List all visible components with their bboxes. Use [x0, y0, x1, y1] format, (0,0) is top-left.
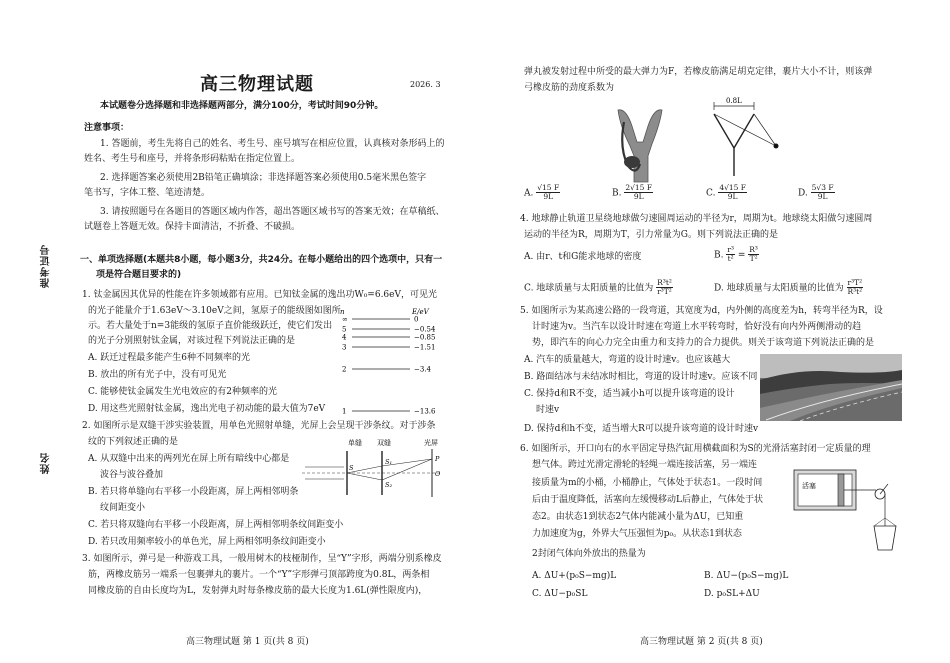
footer-page-2: 高三物理试题 第 2 页(共 8 页) — [640, 637, 763, 647]
slingshot-diagram — [700, 96, 800, 182]
q5-option-d: D. 保持d和h不变，适当增大R可以提升该弯道的设计时速v — [524, 424, 759, 434]
q2-option-c: C. 若只将双缝向右平移一小段距离，屏上两相邻明条纹间距变小 — [88, 520, 344, 530]
q2-option-b: 纹间距变小 — [100, 503, 146, 513]
q6-stem: 态2。由状态1到状态2气体内能减小量为ΔU，已知重 — [532, 512, 744, 522]
q2-option-d: D. 若只改用频率较小的单色光，屏上两相邻明条纹间距变小 — [88, 537, 326, 547]
q1-stem: 的光子能量介于1.63eV～3.10eV之间，氢原子的能级图如图所 — [88, 306, 341, 316]
notice-line: 2. 选择题答案必须使用2B铅笔正确填涂；非选择题答案必须使用0.5毫米黑色签字 — [100, 173, 427, 183]
o-label: O — [435, 470, 441, 478]
level-n-label: 1 — [342, 407, 347, 415]
q3-stem: 3. 如图所示，弹弓是一种游戏工具，一般用树木的枝桠制作，呈“Y”字形，两端分别系橡皮 — [82, 554, 442, 564]
level-n-label: 5 — [342, 325, 347, 334]
q3-option-d: D. $\frac{5√3 F}{9L}$ — [798, 183, 834, 202]
q5-option-c: C. 保持d和R不变，适当减小h可以提升该弯道的设计 — [524, 389, 735, 399]
double-slit-label: 双缝 — [377, 439, 391, 447]
q1-option-c: C. 能够使钛金属发生光电效应的有2种频率的光 — [88, 387, 278, 397]
q5-option-a: A. 汽车的质量越大，弯道的设计时速v。也应该越大 — [524, 355, 731, 365]
notice-line: 笔书写，字体工整、笔迹清楚。 — [84, 188, 211, 198]
q6-stem: 想气体。跨过光滑定滑轮的轻绳一端连接活塞，另一端连 — [532, 460, 758, 470]
level-n-label: 3 — [342, 343, 347, 352]
level-e-label: −0.85 — [414, 333, 436, 342]
cylinder-diagram — [788, 464, 900, 560]
q6-option-c: C. ΔU−p₀SL — [532, 589, 588, 599]
q3-stem: 弹丸被发射过程中所受的最大弹力为F，若橡皮筋满足胡克定律，裹片大小不计，则该弹 — [524, 67, 873, 77]
notice-line: 试题卷上答题无效。保持卡面清洁，不折叠、不破损。 — [84, 222, 301, 232]
q3-stem: 弓橡皮筋的劲度系数为 — [524, 83, 615, 93]
q4-option-b: B. $\frac{\text{r³}}{\text{t²}}$ = $\frac{\text{R³}}{\text{T²}}$ — [714, 245, 758, 264]
q5-stem: 势，即汽车的向心力完全由重力和支持力的合力提供。则关于该弯道下列说法正确的是 — [532, 338, 875, 348]
q1-option-d: D. 用这些光照射钛金属，逸出光电子初动能的最大值为7eV — [88, 404, 326, 414]
q4-stem: 4. 地球静止轨道卫星绕地球做匀速圆周运动的半径为r，周期为t。地球绕太阳做匀速圆周 — [520, 214, 873, 224]
q4-option-a: A. 由r、t和G能求地球的密度 — [524, 252, 642, 262]
q2-option-b: B. 若只将单缝向右平移一小段距离，屏上两相邻明条 — [88, 487, 299, 497]
notice-line: 3. 请按照题号在各题目的答题区域内作答，超出答题区域书写的答案无效；在草稿纸、 — [100, 207, 445, 217]
q3-stem: 同橡皮筋的自由长度均为L，发射弹丸时每条橡皮筋的最大长度为1.6L(弹性限度内)， — [88, 586, 428, 596]
q4-option-d: D. 地球质量与太阳质量的比值为 $\frac{\text{r³T²}}{\text{R³t²}}$ — [714, 278, 863, 297]
level-head-n: n — [340, 308, 345, 316]
s-label: S — [349, 464, 354, 472]
highway-curve-image — [760, 354, 902, 421]
q6-option-d: D. p₀SL+ΔU — [704, 589, 760, 599]
q3-option-c: C. $\frac{4√15 F}{9L}$ — [706, 183, 746, 202]
q6-option-b: B. ΔU−(p₀S−mg)L — [704, 571, 789, 581]
page-title: 高三物理试题 — [200, 74, 314, 95]
q6-stem: 2封闭气体向外放出的热量为 — [532, 549, 646, 559]
q5-option-b: B. 路面结冰与未结冰时相比，弯道的设计时速v。应该不同 — [524, 372, 758, 382]
exam-date: 2026. 3 — [410, 80, 441, 89]
notice-title: 注意事项： — [84, 123, 130, 133]
ticket-number-label: 准考证号 — [41, 244, 52, 288]
q1-stem: 示。若大量处于n=3能级的氢原子直价能级跃迁，使它们发出 — [88, 321, 333, 331]
p-label: P — [435, 455, 440, 463]
q3-option-b: B. $\frac{2√15 F}{9L}$ — [612, 183, 653, 202]
q2-option-a: A. 从双缝中出来的两列光在屏上所有暗线中心都是 — [88, 454, 290, 464]
level-e-label: −3.4 — [414, 365, 431, 374]
section-title: 项是符合题目要求的) — [96, 270, 182, 280]
q6-stem: 6. 如图所示，开口向右的水平固定导热汽缸用横截面积为S的光滑活塞封闭一定质量的理 — [520, 444, 871, 454]
notice-line: 姓名、考生号和座号，并将条形码粘贴在指定位置上。 — [84, 154, 301, 164]
q1-option-a: A. 跃迁过程最多能产生6种不同频率的光 — [88, 353, 250, 363]
name-label: 姓名 — [41, 452, 52, 474]
q5-option-c: 时速v — [536, 405, 560, 415]
intro-text: 本试题卷分选择题和非选择题两部分，满分100分，考试时间90分钟。 — [100, 101, 384, 111]
q2-stem: 纹的下列叙述正确的是 — [88, 437, 179, 447]
q5-stem: 5. 如图所示为某高速公路的一段弯道，其宽度为d，内外侧的高度差为h，转弯半径为R，设 — [520, 306, 883, 316]
q5-stem: 计时速为v。当汽车以设计时速在弯道上水平转弯时，恰好没有向内外两侧滑动的趋 — [532, 322, 862, 332]
level-e-label: 0 — [414, 315, 419, 324]
q6-stem: 力加速度为g，外界大气压强恒为p₀。从状态1到状态 — [532, 529, 742, 539]
section-title: 一、单项选择题(本题共8小题，每小题3分，共24分。在每小题给出的四个选项中，只有一 — [80, 255, 443, 265]
q2-option-a: 波谷与波谷叠加 — [100, 470, 164, 480]
footer-page-1: 高三物理试题 第 1 页(共 8 页) — [186, 637, 309, 647]
q4-option-c: C. 地球质量与太阳质量的比值为 $\frac{\text{R³t²}}{\text{r³T²}}$ — [524, 278, 672, 297]
q1-stem: 1. 钛金属因其优异的性能在许多领域都有应用。已知钛金属的逸出功W₀=6.6eV，可见光 — [82, 290, 437, 300]
slingshot-image — [604, 104, 676, 184]
level-n-label: 4 — [342, 333, 347, 342]
level-n-label: ∞ — [342, 315, 348, 324]
level-e-label: −13.6 — [414, 407, 436, 415]
q6-stem: 后由于温度降低，活塞向左缓慢移动L后静止，气体处于状 — [532, 495, 763, 505]
span-label: 0.8L — [726, 97, 742, 105]
q4-stem: 运动的半径为R，周期为T，引力常量为G。则下列说法正确的是 — [524, 230, 778, 240]
piston-label: 活塞 — [802, 482, 816, 490]
q6-option-a: A. ΔU+(p₀S−mg)L — [532, 571, 617, 581]
s1-label: S₁ — [385, 458, 393, 466]
q1-option-b: B. 放出的所有光子中，没有可见光 — [88, 370, 227, 380]
q1-stem: 的光子分别照射钛金属，对该过程下列说法正确的是 — [88, 336, 296, 346]
level-e-label: −1.51 — [414, 343, 436, 352]
double-slit-diagram — [300, 437, 450, 499]
level-n-label: 2 — [342, 365, 347, 374]
q3-stem: 筋，两橡皮筋另一端系一包裹弹丸的裹片。一个“Y”字形弹弓顶部跨度为0.8L，两条相 — [88, 570, 430, 580]
level-head-e: E/eV — [412, 308, 429, 316]
q2-stem: 2. 如图所示是双缝干涉实验装置，用单色光照射单缝，光屏上会呈现干涉条纹。对于涉条 — [82, 421, 436, 431]
notice-line: 1. 答题前，考生先将自己的姓名、考生号、座号填写在相应位置，认真核对条形码上的 — [100, 139, 445, 149]
level-e-label: −0.54 — [414, 325, 436, 334]
energy-level-diagram — [336, 307, 448, 415]
q3-option-a: A. $\frac{√15 F}{9L}$ — [524, 183, 560, 202]
single-slit-label: 单缝 — [348, 439, 362, 447]
q6-stem: 接质量为m的小桶，小桶静止，气体处于状态1。一段时间 — [532, 478, 763, 488]
screen-label: 光屏 — [424, 439, 438, 447]
s2-label: S₂ — [385, 481, 393, 489]
